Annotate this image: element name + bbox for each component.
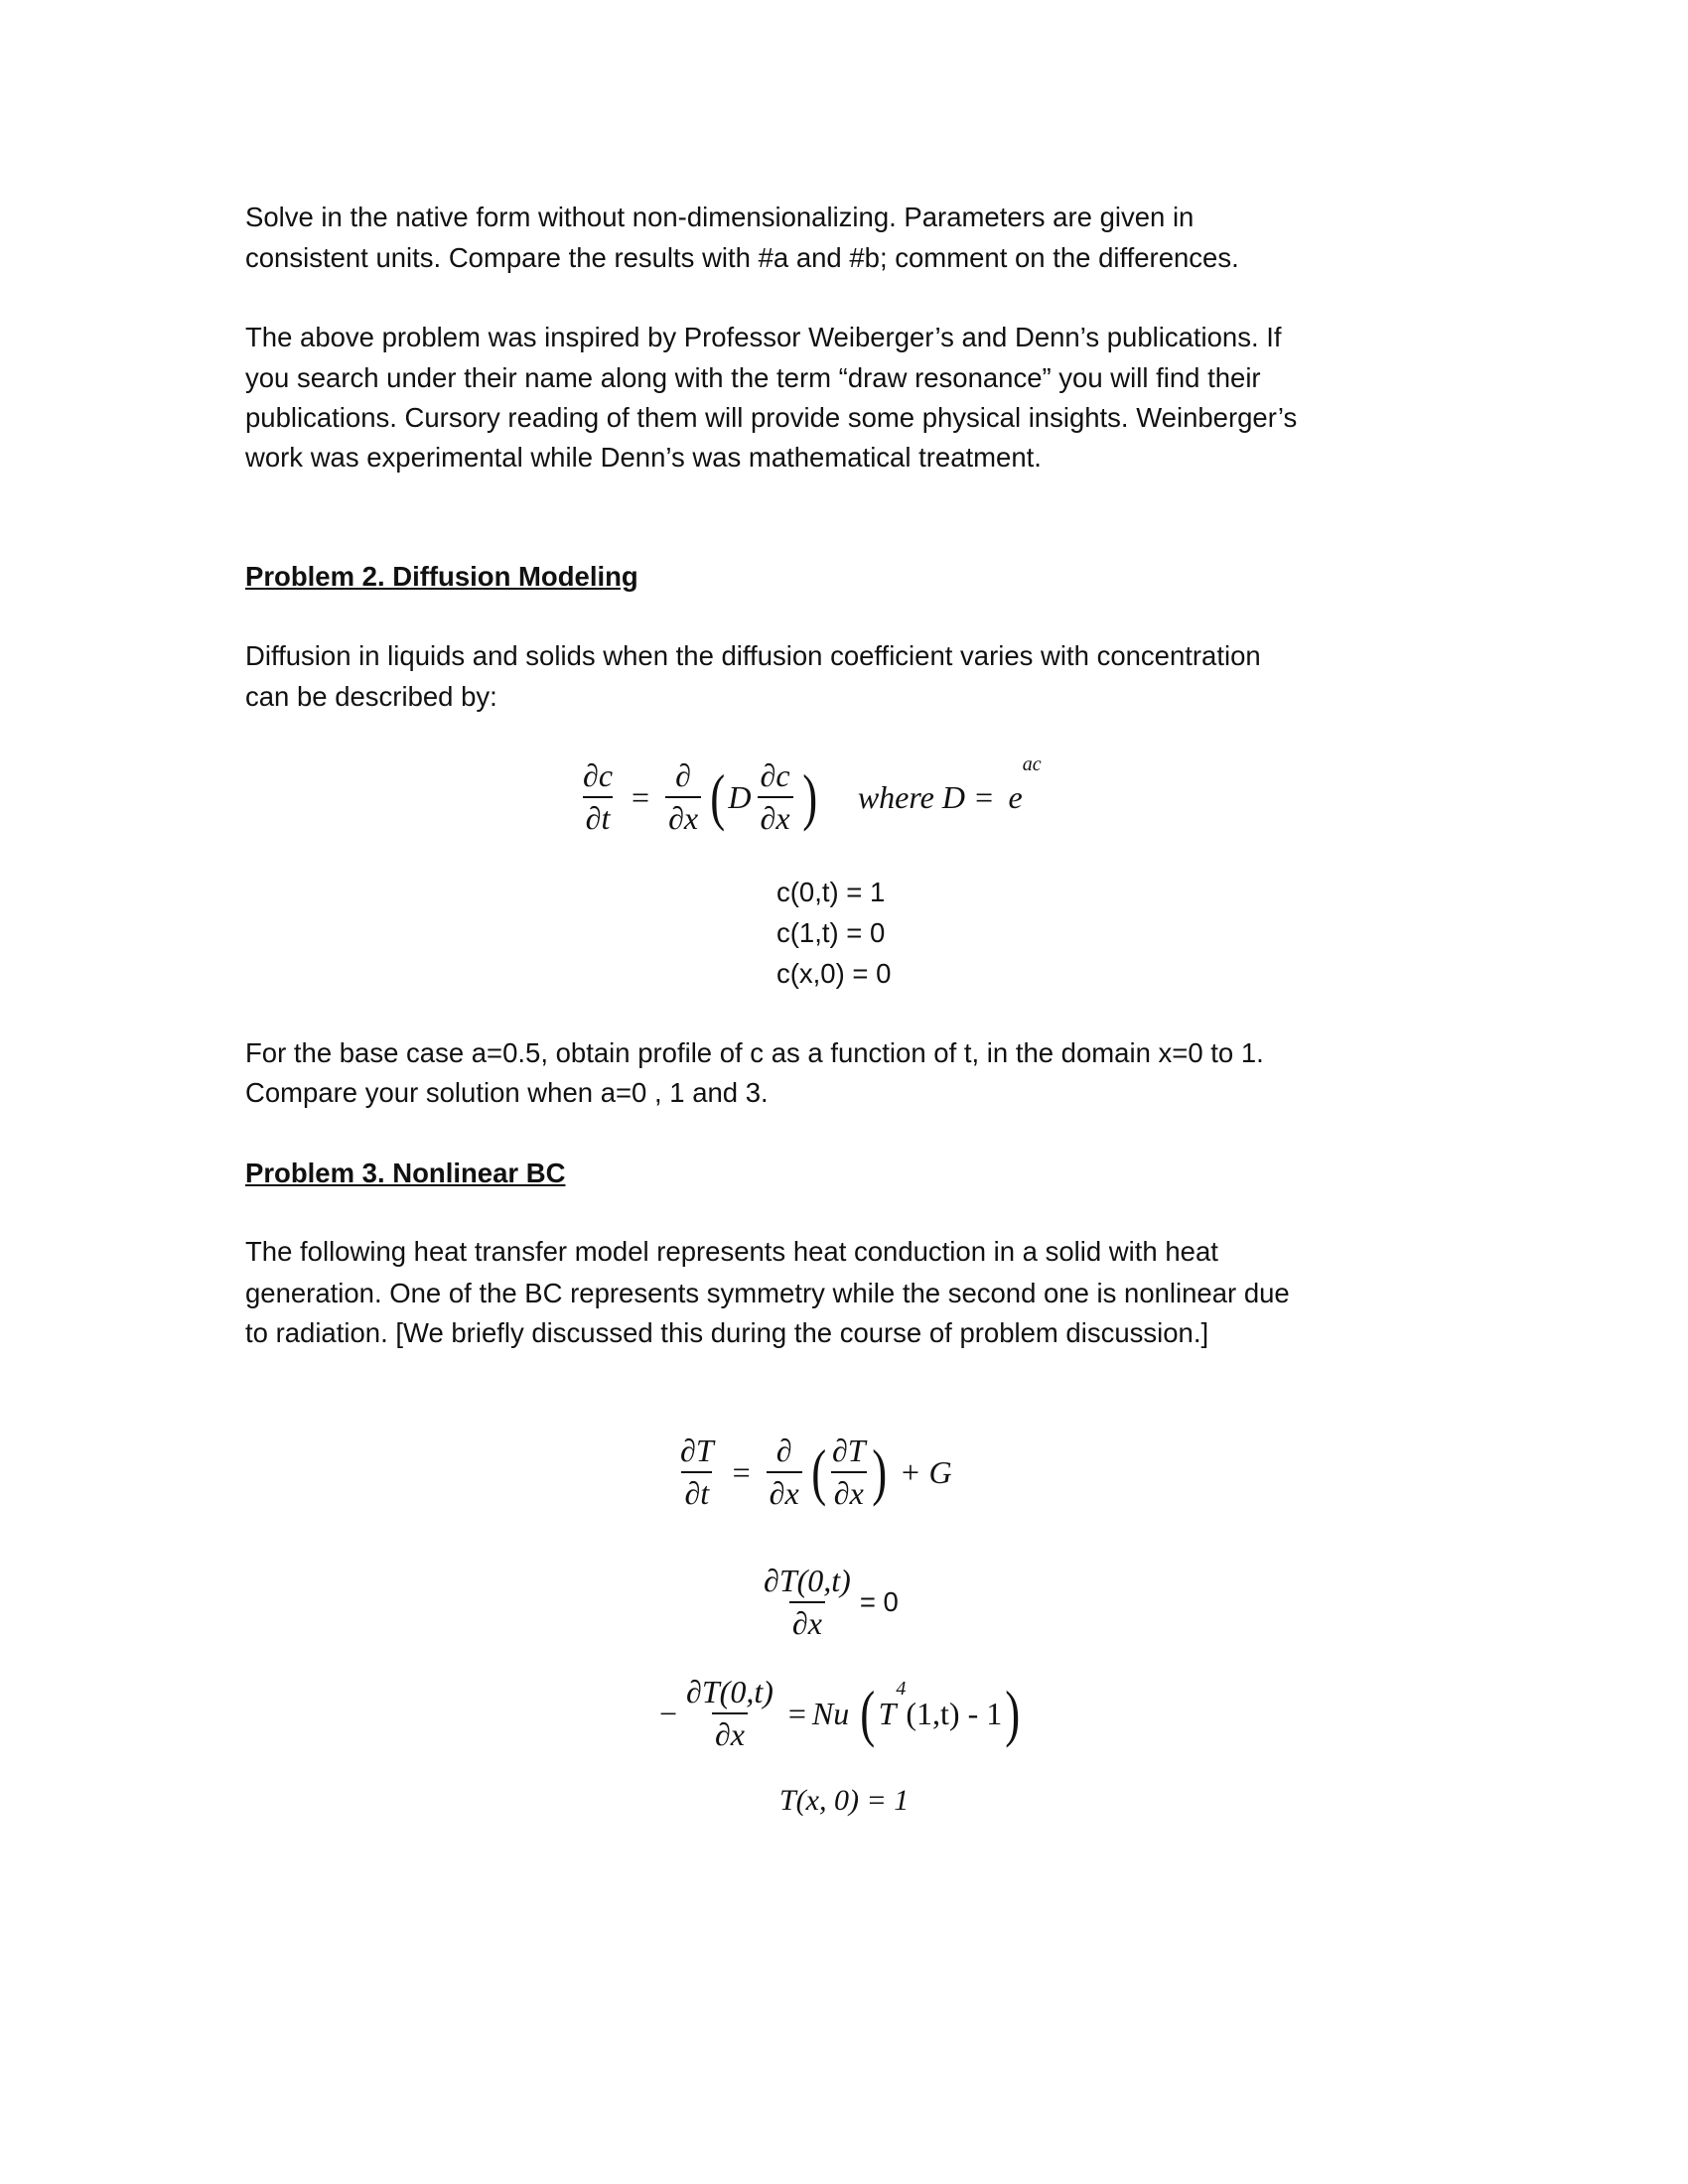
equals: = <box>787 1695 806 1731</box>
intro-line: consistent units. Compare the results with #a and #b; comment on the differences. <box>245 242 1239 273</box>
temperature-symbol: T <box>878 1695 897 1731</box>
problem2-task-line: For the base case a=0.5, obtain profile of c as a function of t, in the domain x=0 to 1. <box>245 1037 1264 1068</box>
problem2-intro-line: can be described by: <box>245 681 497 712</box>
problem3-intro-line: The following heat transfer model represents heat conduction in a solid with heat <box>245 1236 1218 1267</box>
bc2-arguments: (1,t) - 1 <box>906 1695 1003 1731</box>
operator-denominator: ∂x <box>665 796 701 837</box>
exp-base: e <box>1008 778 1023 815</box>
where-clause: where D = <box>857 778 995 815</box>
bc2-numerator: ∂T(0,t) <box>686 1674 774 1709</box>
inner-numerator: ∂c <box>760 757 790 793</box>
inner-denominator: ∂x <box>758 796 793 837</box>
bc1-rhs: = 0 <box>859 1586 899 1617</box>
lhs-denominator: ∂t <box>583 796 614 837</box>
exp-power: ac <box>1022 753 1042 775</box>
lhs-numerator: ∂T <box>680 1433 714 1468</box>
initial-condition: c(x,0) = 0 <box>776 958 892 989</box>
heat-equation: $\frac{\partial T}{\partial t}$ = $\frac{\partial}{\partial x}$ ( $\frac{\partial T}{\partial x}$ ) + G <box>671 1433 952 1512</box>
inspiration-line: work was experimental while Denn’s was mathematical treatment. <box>245 442 1042 473</box>
problem3-heading: Problem 3. Nonlinear BC <box>245 1158 566 1188</box>
problem2-intro-line: Diffusion in liquids and solids when the diffusion coefficient varies with concentration <box>245 640 1261 671</box>
diffusivity-symbol: D <box>728 778 752 815</box>
operator-numerator: ∂ <box>775 1433 792 1468</box>
radiation-bc: − $\frac{\partial T(0,t)}{\partial x}$ = Nu ( T $^4$ (1,t) - 1 ) <box>659 1674 1021 1752</box>
problem2-heading: Problem 2. Diffusion Modeling <box>245 561 638 592</box>
boundary-condition: c(1,t) = 0 <box>776 917 886 948</box>
inner-numerator: ∂T <box>831 1433 866 1468</box>
problem3-intro-line: generation. One of the BC represents symmetry while the second one is nonlinear due <box>245 1278 1290 1308</box>
diffusion-equation: $\frac{\partial c}{\partial t}$ = $\frac{\partial}{\partial x}$ ( D $\frac{\partial c}{\partial x}$ ) where D = e ac <box>574 757 1042 837</box>
boundary-condition: c(0,t) = 1 <box>776 877 886 907</box>
bc2-denominator: ∂x <box>712 1712 748 1753</box>
bc1-denominator: ∂x <box>789 1601 825 1642</box>
problem3-intro-line: to radiation. [We briefly discussed this during the course of problem discussion.] <box>245 1317 1209 1348</box>
lhs-numerator: ∂c <box>583 757 614 793</box>
intro-line: Solve in the native form without non-dimensionalizing. Parameters are given in <box>245 202 1195 232</box>
equals: = <box>632 778 650 815</box>
inner-denominator: ∂x <box>831 1471 867 1512</box>
problem2-task-line: Compare your solution when a=0 , 1 and 3. <box>245 1077 769 1108</box>
lhs-denominator: ∂t <box>681 1471 712 1512</box>
power: 4 <box>896 1678 907 1700</box>
heat-initial-condition: T(x, 0) = 1 <box>779 1784 910 1817</box>
bc1-numerator: ∂T(0,t) <box>764 1563 851 1598</box>
operator-numerator: ∂ <box>675 757 691 793</box>
generation-term: + G <box>899 1453 952 1490</box>
symmetry-bc <box>755 1563 899 1642</box>
inspiration-line: publications. Cursory reading of them will provide some physical insights. Weinberger’s <box>245 402 1298 433</box>
inspiration-line: you search under their name along with the term “draw resonance” you will find their <box>245 362 1261 393</box>
operator-denominator: ∂x <box>767 1471 802 1512</box>
inspiration-line: The above problem was inspired by Professor Weiberger’s and Denn’s publications. If <box>245 322 1282 352</box>
nusselt-number: Nu <box>811 1695 850 1731</box>
minus-sign: − <box>659 1695 678 1731</box>
equals: = <box>732 1453 751 1490</box>
